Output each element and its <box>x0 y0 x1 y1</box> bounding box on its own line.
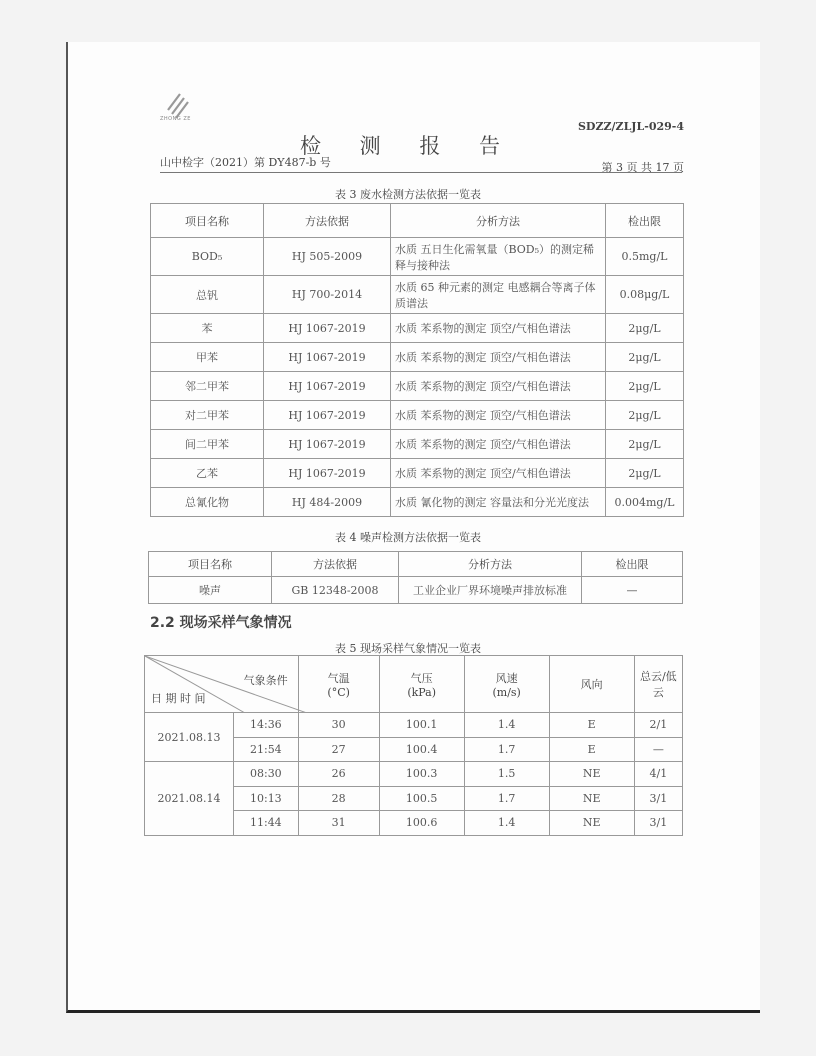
table-header: 分析方法 <box>399 552 582 577</box>
table-header: 方法依据 <box>272 552 399 577</box>
cloud-cell: 3/1 <box>634 786 682 811</box>
wind-speed-cell: 1.7 <box>464 737 549 762</box>
item-name-cell: 对二甲苯 <box>151 401 264 430</box>
document-code: SDZZ/ZLJL-029-4 <box>577 120 684 133</box>
time-cell: 08:30 <box>234 762 299 787</box>
table-row <box>151 459 684 488</box>
item-name-cell: 噪声 <box>149 577 272 604</box>
pressure-cell: 100.5 <box>379 786 464 811</box>
detection-limit-cell: 2μg/L <box>606 343 684 372</box>
temperature-cell: 26 <box>298 762 379 787</box>
method-basis-cell: HJ 1067-2019 <box>264 459 391 488</box>
table-row <box>145 762 683 787</box>
table-row <box>145 713 683 738</box>
table-header: 气压 (kPa) <box>379 656 464 713</box>
analysis-method-cell: 水质 苯系物的测定 顶空/气相色谱法 <box>391 459 606 488</box>
time-cell: 11:44 <box>234 811 299 836</box>
analysis-method-cell: 水质 氰化物的测定 容量法和分光光度法 <box>391 488 606 517</box>
header-divider <box>160 172 682 173</box>
detection-limit-cell: 2μg/L <box>606 401 684 430</box>
item-name-cell: BOD₅ <box>151 238 264 276</box>
item-name-cell: 乙苯 <box>151 459 264 488</box>
cloud-cell: 3/1 <box>634 811 682 836</box>
analysis-method-cell: 工业企业厂界环境噪声排放标准 <box>399 577 582 604</box>
page-info: 第 3 页 共 17 页 <box>601 161 684 174</box>
item-name-cell: 邻二甲苯 <box>151 372 264 401</box>
cloud-cell: — <box>634 737 682 762</box>
wind-direction-cell: NE <box>549 786 634 811</box>
time-cell: 14:36 <box>234 713 299 738</box>
time-cell: 21:54 <box>234 737 299 762</box>
cloud-cell: 2/1 <box>634 713 682 738</box>
wind-speed-cell: 1.4 <box>464 713 549 738</box>
table-row <box>149 577 683 604</box>
pressure-cell: 100.3 <box>379 762 464 787</box>
table-header: 总云/低云 <box>634 656 682 713</box>
temperature-cell: 27 <box>298 737 379 762</box>
detection-limit-cell: 0.5mg/L <box>606 238 684 276</box>
temperature-cell: 30 <box>298 713 379 738</box>
table-row <box>151 372 684 401</box>
corner-label-conditions: 气象条件 <box>243 674 288 687</box>
table-header: 分析方法 <box>391 204 606 238</box>
analysis-method-cell: 水质 五日生化需氧量（BOD₅）的测定稀释与接种法 <box>391 238 606 276</box>
method-basis-cell: HJ 484-2009 <box>264 488 391 517</box>
table-header: 风向 <box>549 656 634 713</box>
time-cell: 10:13 <box>234 786 299 811</box>
detection-limit-cell: 2μg/L <box>606 314 684 343</box>
table-header: 项目名称 <box>149 552 272 577</box>
pressure-cell: 100.6 <box>379 811 464 836</box>
method-basis-cell: HJ 505-2009 <box>264 238 391 276</box>
method-basis-cell: HJ 1067-2019 <box>264 401 391 430</box>
table-row <box>151 343 684 372</box>
wind-speed-cell: 1.4 <box>464 811 549 836</box>
wind-direction-cell: E <box>549 713 634 738</box>
temperature-cell: 28 <box>298 786 379 811</box>
analysis-method-cell: 水质 苯系物的测定 顶空/气相色谱法 <box>391 430 606 459</box>
page-title: 检 测 报 告 <box>299 134 517 158</box>
cloud-cell: 4/1 <box>634 762 682 787</box>
analysis-method-cell: 水质 苯系物的测定 顶空/气相色谱法 <box>391 343 606 372</box>
method-basis-cell: HJ 700-2014 <box>264 276 391 314</box>
detection-limit-cell: — <box>582 577 683 604</box>
item-name-cell: 甲苯 <box>151 343 264 372</box>
detection-limit-cell: 2μg/L <box>606 430 684 459</box>
table-row <box>151 401 684 430</box>
date-cell: 2021.08.13 <box>145 713 234 762</box>
table4-caption: 表 4 噪声检测方法依据一览表 <box>335 531 481 544</box>
method-basis-cell: GB 12348-2008 <box>272 577 399 604</box>
table-header: 方法依据 <box>264 204 391 238</box>
corner-label-date-time: 日 期 时 间 <box>151 692 206 705</box>
diagonal-header-cell <box>145 656 299 713</box>
wind-direction-cell: NE <box>549 762 634 787</box>
method-basis-cell: HJ 1067-2019 <box>264 343 391 372</box>
date-cell: 2021.08.14 <box>145 762 234 836</box>
method-basis-cell: HJ 1067-2019 <box>264 372 391 401</box>
analysis-method-cell: 水质 苯系物的测定 顶空/气相色谱法 <box>391 401 606 430</box>
wastewater-methods-table <box>150 203 684 517</box>
weather-table <box>144 655 683 836</box>
analysis-method-cell: 水质 苯系物的测定 顶空/气相色谱法 <box>391 314 606 343</box>
pressure-cell: 100.4 <box>379 737 464 762</box>
temperature-cell: 31 <box>298 811 379 836</box>
table5-caption: 表 5 现场采样气象情况一览表 <box>335 642 481 655</box>
item-name-cell: 总钒 <box>151 276 264 314</box>
wind-direction-cell: E <box>549 737 634 762</box>
detection-limit-cell: 2μg/L <box>606 459 684 488</box>
method-basis-cell: HJ 1067-2019 <box>264 314 391 343</box>
item-name-cell: 苯 <box>151 314 264 343</box>
detection-limit-cell: 0.08μg/L <box>606 276 684 314</box>
analysis-method-cell: 水质 苯系物的测定 顶空/气相色谱法 <box>391 372 606 401</box>
item-name-cell: 总氰化物 <box>151 488 264 517</box>
section-heading: 2.2 现场采样气象情况 <box>150 615 292 631</box>
wind-speed-cell: 1.7 <box>464 786 549 811</box>
pressure-cell: 100.1 <box>379 713 464 738</box>
table3-caption: 表 3 废水检测方法依据一览表 <box>335 188 481 201</box>
method-basis-cell: HJ 1067-2019 <box>264 430 391 459</box>
table-header: 项目名称 <box>151 204 264 238</box>
noise-methods-table <box>148 551 683 604</box>
table-header: 检出限 <box>606 204 684 238</box>
detection-limit-cell: 2μg/L <box>606 372 684 401</box>
wind-speed-cell: 1.5 <box>464 762 549 787</box>
wind-direction-cell: NE <box>549 811 634 836</box>
analysis-method-cell: 水质 65 种元素的测定 电感耦合等离子体质谱法 <box>391 276 606 314</box>
logo-text: ZHONG ZE <box>160 116 191 122</box>
table-row <box>151 488 684 517</box>
table-row <box>151 430 684 459</box>
report-number: 山中检字（2021）第 DY487-b 号 <box>160 156 331 169</box>
table-header: 风速 (m/s) <box>464 656 549 713</box>
table-header: 检出限 <box>582 552 683 577</box>
table-header: 气温 (°C) <box>298 656 379 713</box>
item-name-cell: 间二甲苯 <box>151 430 264 459</box>
table-row <box>151 238 684 276</box>
detection-limit-cell: 0.004mg/L <box>606 488 684 517</box>
table-row <box>151 314 684 343</box>
table-row <box>151 276 684 314</box>
